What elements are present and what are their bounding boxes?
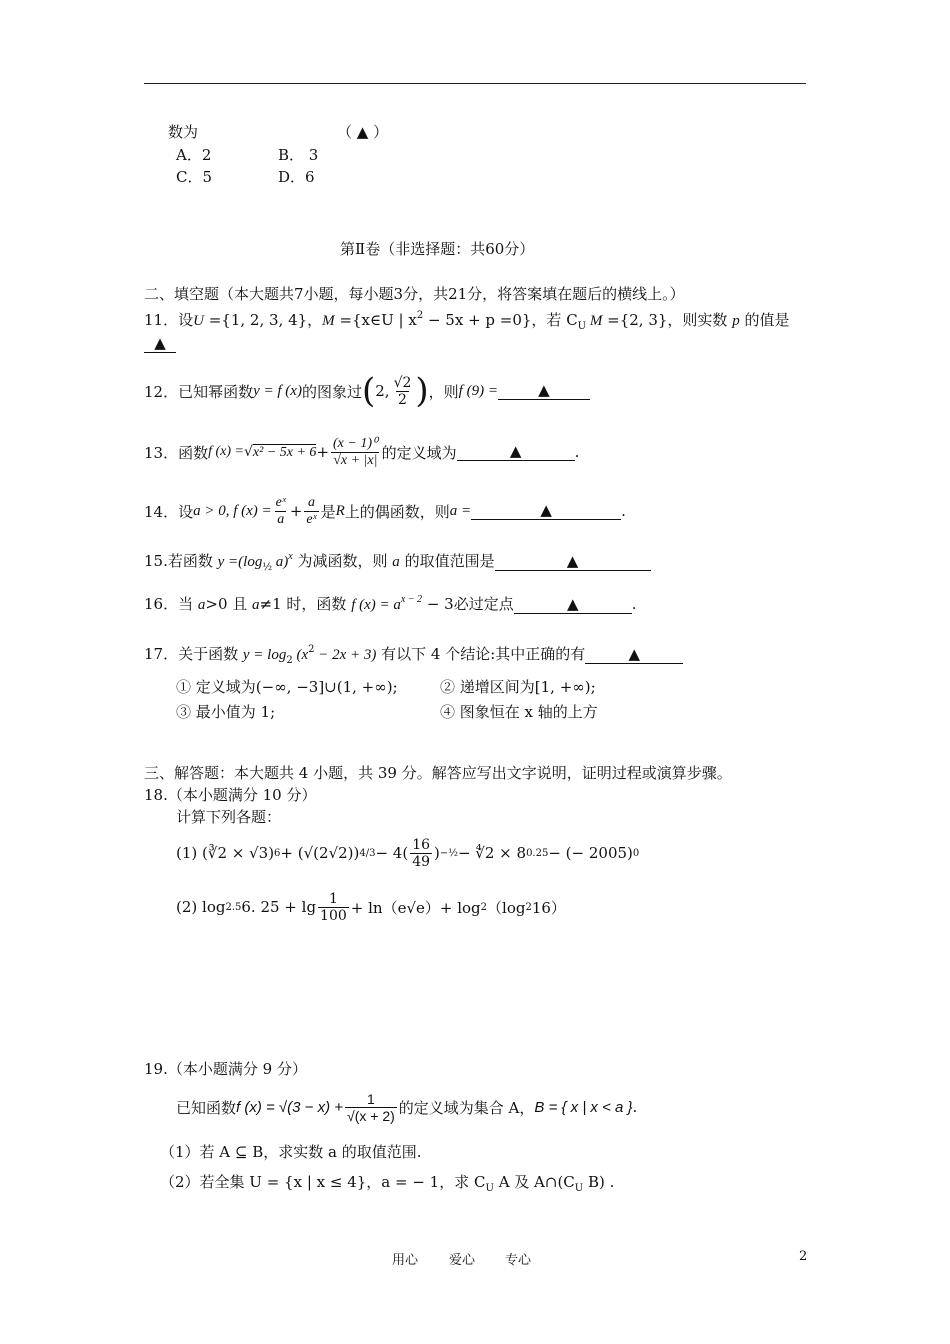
q12-expr: y = f (x) <box>253 382 302 399</box>
q11-complement-sub: U <box>577 321 587 332</box>
q15-text3: 的取值范围是 <box>399 552 495 570</box>
q12-text3: ，则 <box>428 382 459 401</box>
q16-a1: a <box>197 597 206 613</box>
q19-frac-den: √(x + 2) <box>347 1107 395 1124</box>
q14-end: . <box>621 502 626 520</box>
q10-option-c: C．5 <box>176 168 213 186</box>
q19-statement <box>176 1082 637 1132</box>
q16-text3: ≠1 时，函数 <box>259 595 352 613</box>
q18-part1-fraction <box>410 837 432 870</box>
q13-fraction <box>331 436 380 469</box>
q12-point-y-den: 2 <box>398 391 407 408</box>
q18-part1-frac-exp: −½ <box>439 847 458 859</box>
q14-number: 14． <box>144 502 179 521</box>
q12-blank-mark: ▲ <box>498 382 590 400</box>
question-14 <box>144 487 626 535</box>
q18-part1-term1-exp: 6 <box>274 847 281 859</box>
q16-a2: a <box>252 597 260 613</box>
q11-set-u-def: ={1, 2, 3, 4}， <box>203 311 323 329</box>
q12-text2: 的图象过 <box>301 382 362 401</box>
q18-part1-close: ) <box>434 844 440 862</box>
section2-header: 二、填空题（本大题共7小题，每小题3分，共21分，将答案填在题后的横线上。） <box>144 285 685 303</box>
q10-option-b: B． 3 <box>278 146 319 164</box>
q14-r: R <box>335 502 345 519</box>
q19-part2-text: （2）若全集 U = {x | x ≤ 4}，a = − 1，求 C <box>160 1173 486 1191</box>
q11-m: M <box>586 313 603 329</box>
q10-option-d: D．6 <box>278 168 315 186</box>
question-16 <box>144 593 637 614</box>
q16-number: 16． <box>144 595 179 613</box>
q18-header <box>144 784 316 805</box>
q12-number: 12． <box>144 382 179 401</box>
q13-f: f (x) = <box>208 444 244 459</box>
q18-part1-term1: (∛2 × √3) <box>202 844 275 862</box>
q14-frac2-num: a <box>308 494 315 510</box>
q12-paren-right: ) <box>415 371 429 411</box>
part2-title: 第Ⅱ卷（非选择题：共60分） <box>340 240 535 258</box>
q14-text: 设 <box>178 502 194 521</box>
q18-part1-term5-exp: 0 <box>632 847 640 859</box>
q15-text: 若函数 <box>167 552 218 570</box>
q14-frac2-den: eˣ <box>306 511 317 527</box>
q17-conclusion-4: ④ 图象恒在 x 轴的上方 <box>440 703 598 721</box>
q11-blank-mark: ▲ <box>144 335 176 353</box>
header-rule <box>144 83 806 84</box>
q19-title: （本小题满分 9 分） <box>167 1060 307 1078</box>
q13-radicand: x² − 5x + 6 <box>252 444 317 460</box>
question-15 <box>144 550 651 573</box>
q14-frac1-num: eˣ <box>275 494 286 510</box>
q13-number: 13． <box>144 443 179 462</box>
q18-part1-term3: − 4( <box>375 844 409 862</box>
q13-frac-num: (x − 1)⁰ <box>333 435 378 451</box>
q19-part2-text3: B) . <box>583 1173 615 1191</box>
section3-header: 三、解答题：本大题共 4 小题，共 39 分。解答应写出文字说明，证明过程或演算步骤。 <box>144 764 732 782</box>
q18-part2-term4: 16） <box>531 898 566 917</box>
q18-part2-label: (2) <box>176 898 198 916</box>
q18-part2-log3-base: 2 <box>525 901 532 913</box>
q14-frac2 <box>304 495 318 528</box>
q12-paren-left: ( <box>361 371 376 411</box>
q18-number: 18. <box>144 786 168 804</box>
q18-part1 <box>176 828 639 878</box>
q11-text: 设 <box>178 311 194 329</box>
q14-plus: + <box>289 502 303 520</box>
q16-text2: >0 且 <box>205 595 253 613</box>
q15-number: 15. <box>144 552 168 570</box>
q19-part2-sub1: U <box>485 1183 494 1194</box>
q13-text: 函数 <box>178 443 209 462</box>
q17-blank-mark: ▲ <box>585 646 683 664</box>
q15-log-base: ½ <box>262 562 273 573</box>
q17-expr: y = log <box>242 647 287 663</box>
q19-number: 19. <box>144 1060 168 1078</box>
question-11 <box>144 309 789 332</box>
q11-p: p <box>732 313 740 329</box>
q17-conclusion-1: ① 定义域为(−∞, −3]∪(1, +∞); <box>176 678 398 696</box>
q18-part2-log-base: 2.5 <box>225 901 242 913</box>
q15-exponent: x <box>288 551 293 562</box>
q15-expr: y =(log <box>217 554 263 570</box>
q16-blank-mark: ▲ <box>514 596 632 614</box>
q13-frac-den: √x + |x| <box>333 452 378 468</box>
q11-set-m: M <box>322 313 335 329</box>
q14-text3: 上的偶函数，则 <box>344 502 450 521</box>
q14-text2: 是 <box>320 502 336 521</box>
q13-frac-den-radicand: x + |x| <box>340 452 378 468</box>
q18-part1-label: (1) <box>176 844 198 862</box>
q17-number: 17． <box>144 645 179 663</box>
q17-expr2: (x <box>292 647 309 663</box>
q13-blank-mark: ▲ <box>457 443 575 461</box>
q11-eq: ={2, 3}，则实数 <box>602 311 733 329</box>
q18-part2-term2: + ln（e√e）+ log <box>350 898 481 917</box>
q16-text4: 必过定点 <box>453 595 514 613</box>
q12-text: 已知幂函数 <box>178 382 254 401</box>
q18-part1-frac-num: 16 <box>412 836 431 853</box>
question-17 <box>144 643 683 666</box>
q10-tail-text: 数为 <box>168 123 199 141</box>
q19-frac-num: 1 <box>367 1090 375 1107</box>
q16-end: . <box>631 595 637 613</box>
footer-motto-1: 用心 <box>392 1253 419 1268</box>
q16-f2: − 3 <box>422 595 454 613</box>
q17-square: 2 <box>308 644 315 655</box>
q19-text2: 的定义域为集合 A， <box>398 1098 535 1117</box>
q18-part2 <box>176 884 566 930</box>
question-12 <box>144 366 590 416</box>
q19-part2 <box>160 1171 614 1194</box>
q12-f9: f (9) = <box>458 382 498 399</box>
q18-title: （本小题满分 10 分） <box>167 786 317 804</box>
q13-text2: 的定义域为 <box>381 443 457 462</box>
q18-part2-frac-den: 100 <box>320 907 347 924</box>
q18-part1-term4: − ∜2 × 8 <box>457 844 527 862</box>
q19-text: 已知函数 <box>176 1098 237 1117</box>
q18-part1-frac-den: 49 <box>412 853 431 870</box>
q14-a-eq: a = <box>449 502 472 519</box>
q11-square: 2 <box>416 310 424 321</box>
q14-condition: a > 0, f (x) = <box>193 502 272 519</box>
page-number: 2 <box>799 1249 808 1264</box>
q10-option-a: A．2 <box>176 146 212 164</box>
q16-exponent: x − 2 <box>400 594 423 605</box>
q18-part2-term3: （log <box>487 898 526 917</box>
q16-f: f (x) = a <box>351 597 401 613</box>
q17-text: 关于函数 <box>178 645 243 663</box>
q12-point-y-num: √2 <box>393 374 412 391</box>
q17-text2: 有以下 4 个结论:其中正确的有 <box>376 645 586 663</box>
q11-answer-blank <box>144 334 176 353</box>
q14-blank-mark: ▲ <box>471 502 621 520</box>
question-13 <box>144 428 579 476</box>
q17-conclusion-3: ③ 最小值为 1; <box>176 703 276 721</box>
q11-set-u: U <box>193 313 204 329</box>
q19-part1: （1）若 A ⊆ B，求实数 a 的取值范围. <box>160 1143 422 1161</box>
q12-point-y <box>392 375 414 408</box>
q15-text2: 为减函数，则 <box>292 552 393 570</box>
q11-number: 11． <box>144 311 179 329</box>
q13-plus: + <box>316 443 330 461</box>
q18-instruction: 计算下列各题： <box>176 808 282 826</box>
q14-frac1 <box>274 495 288 528</box>
q18-part2-term1: 6. 25 + lg <box>241 898 317 916</box>
q11-set-m-def: ={x∈U | x <box>334 311 417 329</box>
q19-f: f (x) = √(3 − x) + <box>236 1098 344 1116</box>
footer-motto-2: 爱心 <box>449 1253 476 1268</box>
q19-set-b: B = { x | x < a } <box>534 1098 633 1116</box>
q19-part2-text2: A 及 A∩(C <box>493 1173 575 1191</box>
q18-part1-term2: + (√(2√2)) <box>280 844 360 862</box>
q18-part1-term5: − (− 2005) <box>548 844 633 862</box>
footer-motto-3: 专心 <box>505 1253 532 1268</box>
q19-part2-sub2: U <box>574 1183 584 1194</box>
q18-part2-log: log <box>202 898 226 916</box>
q18-part1-term4-exp: 0.25 <box>526 847 549 859</box>
q15-expr2: a) <box>272 554 289 570</box>
q15-a: a <box>392 554 400 570</box>
q17-log-base: 2 <box>286 655 293 666</box>
q17-conclusion-2: ② 递增区间为[1, +∞); <box>440 678 596 696</box>
q13-end: . <box>574 443 580 461</box>
q11-set-m-def2: − 5x + p =0}，若 C <box>423 311 578 329</box>
q18-part2-fraction <box>318 891 349 924</box>
q17-expr3: − 2x + 3) <box>314 647 377 663</box>
q18-part1-term2-exp: 4/3 <box>359 847 376 859</box>
q19-fraction <box>345 1091 397 1124</box>
q19-header <box>144 1058 307 1079</box>
q12-point-x: 2, <box>375 382 390 400</box>
q11-tail: 的值是 <box>739 311 790 329</box>
q14-frac1-den: a <box>277 511 285 527</box>
q16-text: 当 <box>178 595 198 613</box>
q18-part2-log2-base: 2 <box>480 901 488 913</box>
q19-end: . <box>632 1098 638 1116</box>
q18-part2-frac-num: 1 <box>328 890 338 907</box>
q15-blank-mark: ▲ <box>495 553 651 571</box>
q10-answer-mark: （ ▲ ） <box>337 123 389 141</box>
q13-radical: √x² − 5x + 6 <box>243 443 317 460</box>
